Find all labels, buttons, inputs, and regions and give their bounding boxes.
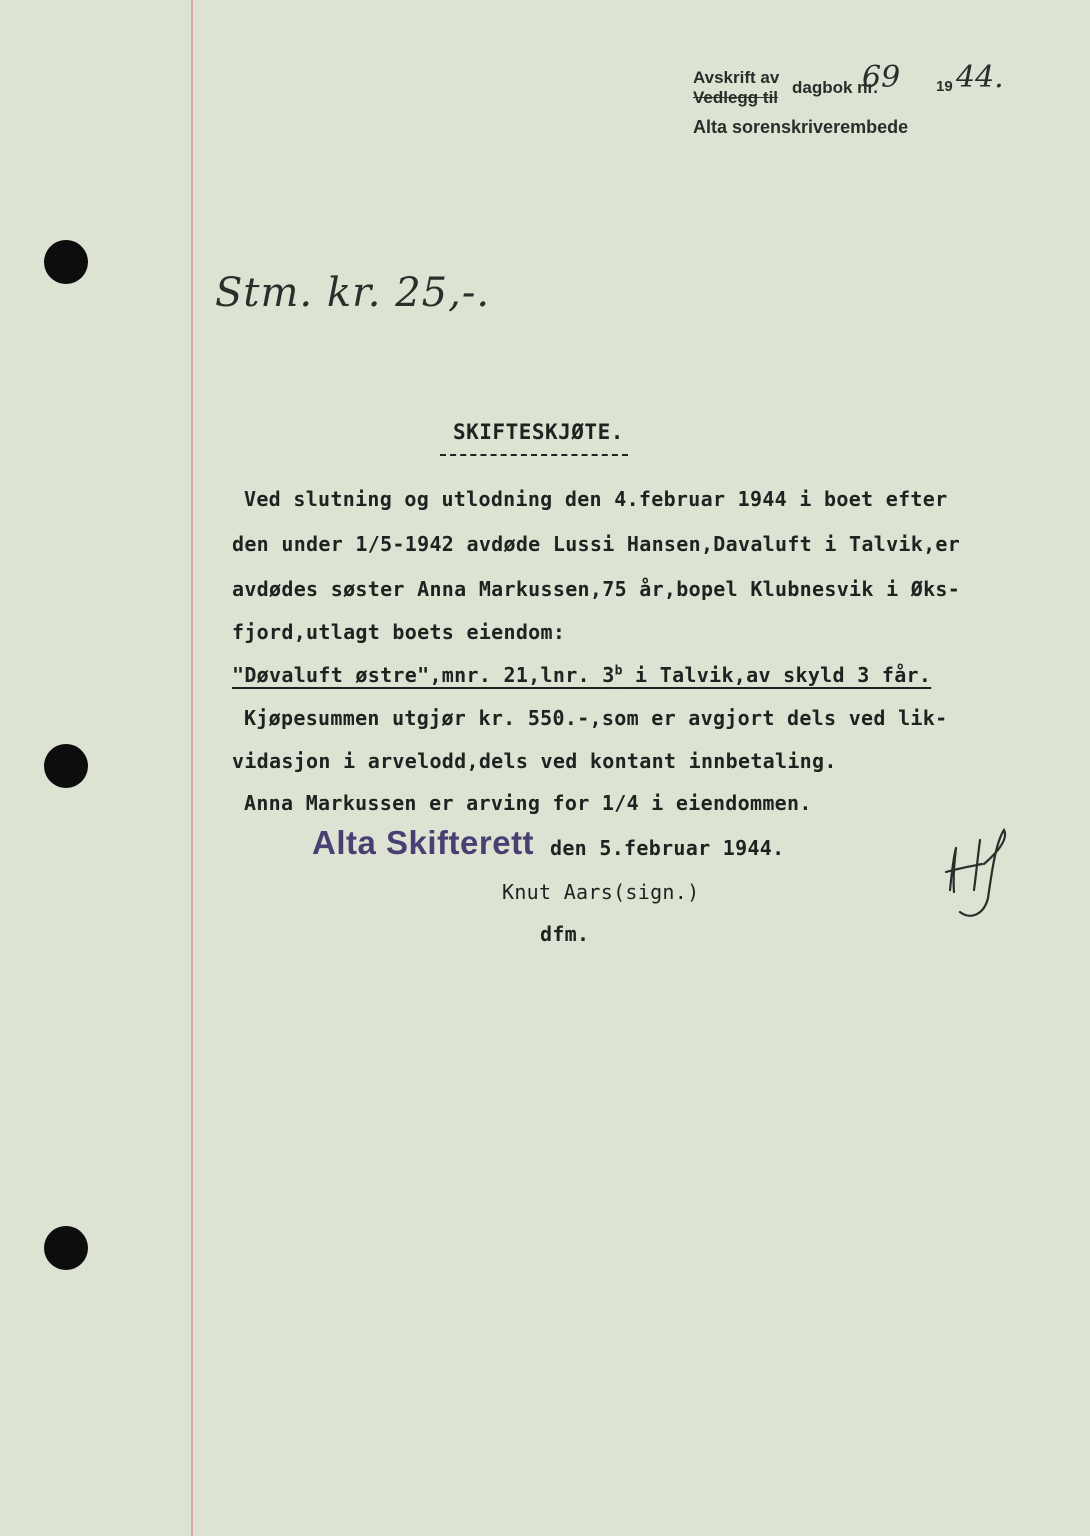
header-year-prefix: 19 (936, 78, 953, 95)
margin-rule (191, 0, 193, 1536)
title-underline (440, 454, 628, 456)
lnr-superscript: b (614, 663, 623, 679)
signatory: Knut Aars(sign.) (502, 880, 700, 904)
handwritten-initials (940, 820, 1020, 930)
punch-hole-bottom (44, 1226, 88, 1270)
body-line-7: vidasjon i arvelodd,dels ved kontant innbetaling. (232, 749, 837, 773)
fee-note: Stm. kr. 25,-. (215, 270, 491, 316)
header-dagbok-label: dagbok nr. (792, 78, 878, 97)
date-line: den 5.februar 1944. (550, 836, 785, 860)
body-line-property (232, 663, 931, 687)
header-office: Alta sorenskriverembede (693, 117, 909, 137)
header-stamp-vedlegg: Vedlegg til (693, 88, 779, 107)
header-dagbok-number: 69 (862, 60, 901, 95)
body-line-8: Anna Markussen er arving for 1/4 i eiendommen. (244, 791, 812, 815)
punch-hole-middle (44, 744, 88, 788)
body-line-4: fjord,utlagt boets eiendom: (232, 620, 566, 644)
body-line-6: Kjøpesummen utgjør kr. 550.-,som er avgjort dels ved lik- (244, 706, 948, 730)
header-stamp-avskrift: Avskrift av (693, 68, 780, 87)
body-line-3: avdødes søster Anna Markussen,75 år,bopel Klubnesvik i Øks- (232, 577, 961, 601)
property-location: i Talvik,av skyld 3 får. (622, 663, 932, 687)
property-name: "Døvaluft østre",mnr. 21,lnr. 3 (232, 663, 615, 687)
document-title: SKIFTESKJØTE. (453, 420, 624, 444)
body-line-2: den under 1/5-1942 avdøde Lussi Hansen,Davaluft i Talvik,er (232, 532, 961, 556)
court-stamp: Alta Skifterett (312, 824, 535, 861)
punch-hole-top (44, 240, 88, 284)
body-line-1: Ved slutning og utlodning den 4.februar 1944 i boet efter (244, 487, 948, 511)
header-year-suffix: 44. (956, 60, 1004, 95)
abbreviation: dfm. (540, 922, 590, 946)
